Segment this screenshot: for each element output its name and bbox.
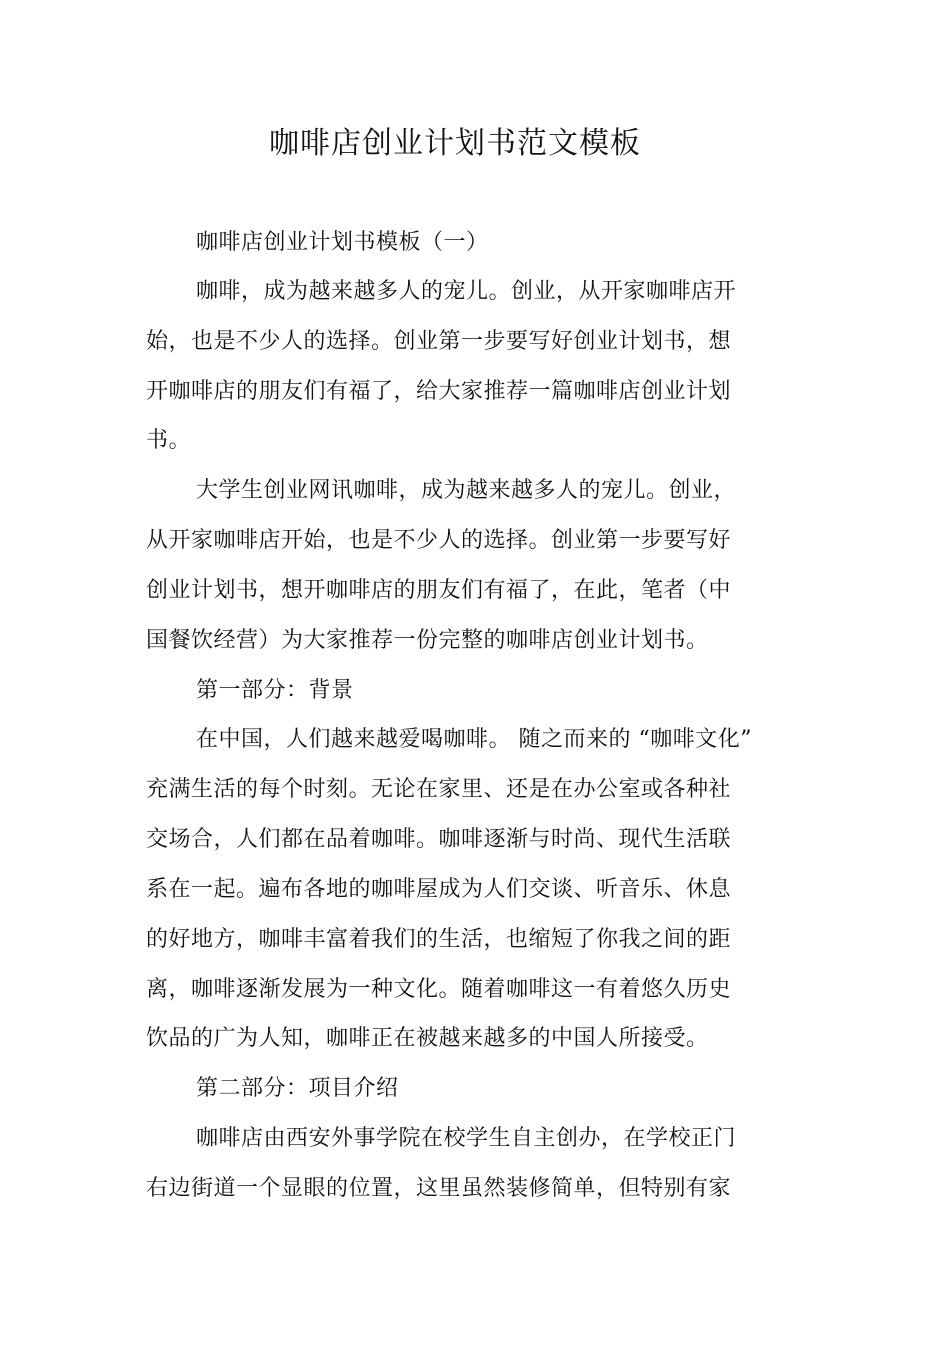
paragraph-line: 书。 xyxy=(146,428,192,453)
paragraph-line: 始，也是不少人的选择。创业第一步要写好创业计划书，想 xyxy=(146,329,732,354)
paragraph-line: 从开家咖啡店开始，也是不少人的选择。创业第一步要写好 xyxy=(146,528,732,553)
paragraph-line: 国餐饮经营）为大家推荐一份完整的咖啡店创业计划书。 xyxy=(146,628,709,653)
paragraph-line: 离，咖啡逐渐发展为一种文化。随着咖啡这一有着悠久历史 xyxy=(146,977,732,1002)
paragraph-line: 右边街道一个显眼的位置，这里虽然装修简单，但特别有家 xyxy=(146,1176,732,1201)
document-title: 咖啡店创业计划书范文模板 xyxy=(269,126,641,161)
paragraph-line: 饮品的广为人知，咖啡正在被越来越多的中国人所接受。 xyxy=(146,1026,709,1051)
subtitle-line: 咖啡店创业计划书模板（一） xyxy=(196,230,489,255)
paragraph-line: 系在一起。遍布各地的咖啡屋成为人们交谈、听音乐、休息 xyxy=(146,877,732,902)
paragraph-line: 创业计划书，想开咖啡店的朋友们有福了，在此，笔者（中 xyxy=(146,578,732,603)
paragraph-line: 在中国，人们越来越爱喝咖啡。 随之而来的 “咖啡文化” xyxy=(196,727,752,752)
paragraph-line: 咖啡店由西安外事学院在校学生自主创办，在学校正门 xyxy=(196,1126,737,1151)
paragraph-line: 大学生创业网讯咖啡，成为越来越多人的宠儿。创业， xyxy=(196,478,737,503)
paragraph-line: 的好地方，咖啡丰富着我们的生活，也缩短了你我之间的距 xyxy=(146,927,732,952)
section-heading: 第二部分：项目介绍 xyxy=(196,1076,399,1101)
section-heading: 第一部分：背景 xyxy=(196,678,354,703)
paragraph-line: 咖啡，成为越来越多人的宠儿。创业，从开家咖啡店开 xyxy=(196,279,737,304)
paragraph-line: 开咖啡店的朋友们有福了，给大家推荐一篇咖啡店创业计划 xyxy=(146,379,732,404)
paragraph-line: 交场合，人们都在品着咖啡。咖啡逐渐与时尚、现代生活联 xyxy=(146,827,732,852)
paragraph-line: 充满生活的每个时刻。无论在家里、还是在办公室或各种社 xyxy=(146,777,732,802)
